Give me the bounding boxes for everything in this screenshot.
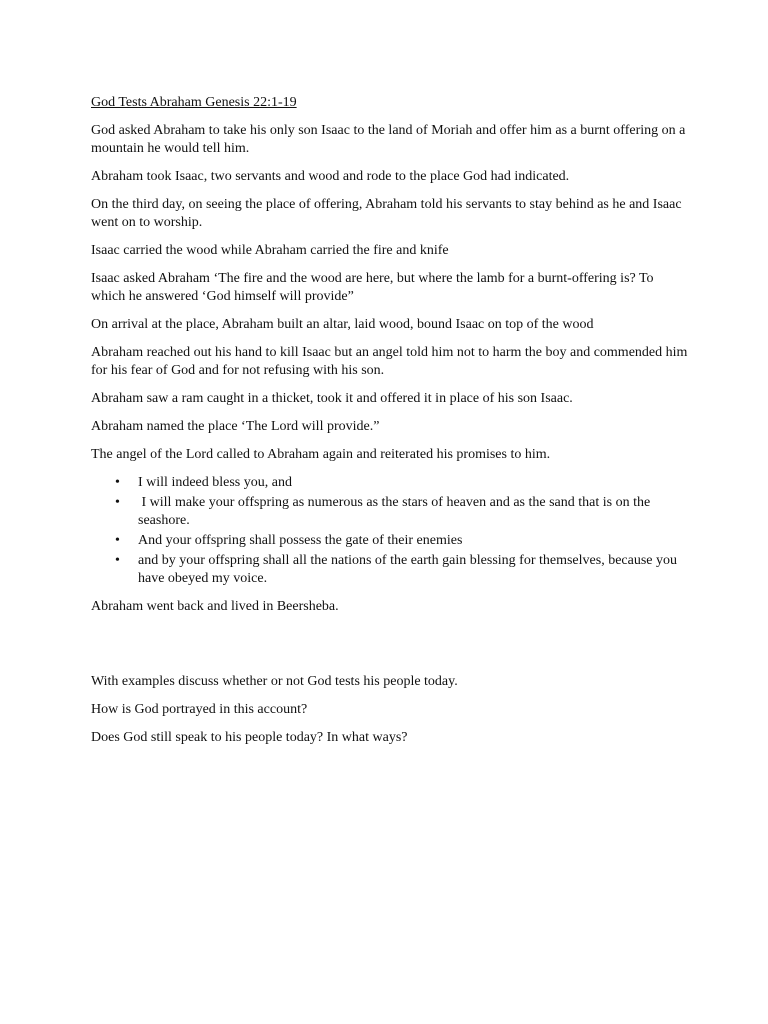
closing-paragraph: Abraham went back and lived in Beersheba. xyxy=(91,599,339,614)
paragraph: Isaac asked Abraham ‘The fire and the wood are here, but where the lamb for a burnt-offering is? To which he answered ‘God himself will provide” xyxy=(91,271,654,304)
paragraph: Abraham saw a ram caught in a thicket, took it and offered it in place of his son Isaac. xyxy=(91,391,573,406)
section-gap xyxy=(91,626,691,673)
paragraph: Abraham took Isaac, two servants and wood and rode to the place God had indicated. xyxy=(91,169,570,184)
paragraph: The angel of the Lord called to Abraham again and reiterated his promises to him. xyxy=(91,447,551,462)
bullet-icon: • xyxy=(115,533,120,548)
list-item-text: and by your offspring shall all the nations of the earth gain blessing for themselves, because you have obeyed my voice. xyxy=(138,553,677,586)
list-item-text: And your offspring shall possess the gate of their enemies xyxy=(138,533,463,548)
list-item xyxy=(115,532,691,550)
discussion-question: Does God still speak to his people today? In what ways? xyxy=(91,730,408,745)
paragraph: Abraham named the place ‘The Lord will provide.” xyxy=(91,419,380,434)
bullet-icon: • xyxy=(115,553,120,568)
list-item xyxy=(115,552,691,588)
discussion-question: With examples discuss whether or not God tests his people today. xyxy=(91,674,458,689)
promises-list xyxy=(91,474,691,588)
list-item-text: I will make your offspring as numerous as the stars of heaven and as the sand that is on the seashore. xyxy=(138,495,654,528)
document-body xyxy=(91,94,691,757)
paragraph: On the third day, on seeing the place of offering, Abraham told his servants to stay behind as he and Isaac went on to worship. xyxy=(91,197,682,230)
bullet-icon: • xyxy=(115,475,120,490)
list-item xyxy=(115,474,691,492)
paragraph: On arrival at the place, Abraham built an altar, laid wood, bound Isaac on top of the wood xyxy=(91,317,594,332)
paragraph: Isaac carried the wood while Abraham carried the fire and knife xyxy=(91,243,449,258)
paragraph: Abraham reached out his hand to kill Isaac but an angel told him not to harm the boy and commended him for his fear of God and for not refusing with his son. xyxy=(91,345,688,378)
discussion-question: How is God portrayed in this account? xyxy=(91,702,308,717)
list-item-text: I will indeed bless you, and xyxy=(138,475,292,490)
document-title: God Tests Abraham Genesis 22:1-19 xyxy=(91,95,297,110)
list-item xyxy=(115,494,691,530)
paragraph: God asked Abraham to take his only son Isaac to the land of Moriah and offer him as a burnt offering on a mountain he would tell him. xyxy=(91,123,686,156)
bullet-icon: • xyxy=(115,495,120,510)
